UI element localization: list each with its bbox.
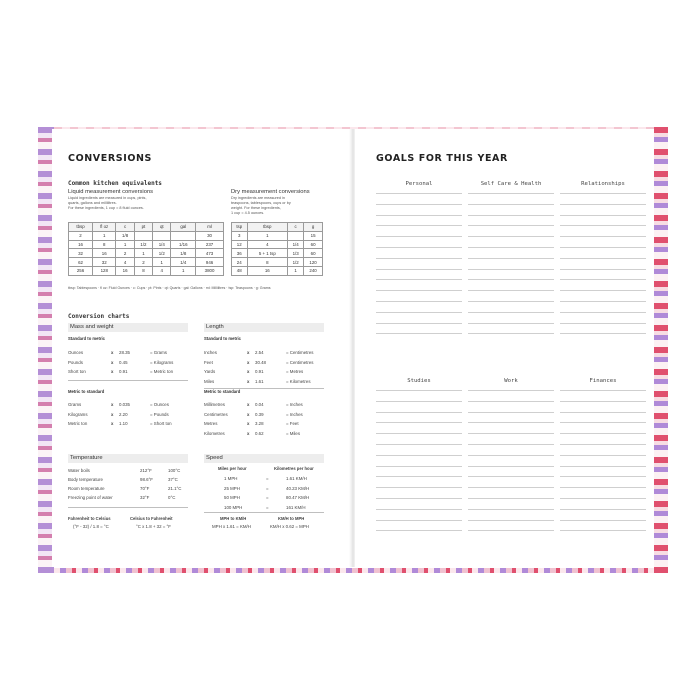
writing-line [468, 323, 554, 324]
writing-line [376, 290, 462, 291]
writing-line [468, 444, 554, 445]
abbreviation-legend: tbsp: Tablespoons · fl oz: Fluid Ounces · c: Cups · pt: Pints · qt: Quarts · gal: Gallons · ml: Millilitres · tsp: Teaspoons · g: Grams [68, 286, 271, 290]
table-cell: 1/4 [171, 258, 196, 267]
table-cell: 8 [247, 258, 288, 267]
table-cell: 237 [196, 240, 224, 249]
writing-line [376, 269, 462, 270]
writing-line [468, 530, 554, 531]
writing-line [468, 455, 554, 456]
table-cell: 8 [134, 266, 152, 275]
writing-line [468, 279, 554, 280]
dry-conversion-table [231, 222, 323, 276]
table-cell: 36 [232, 249, 248, 258]
writing-line [468, 269, 554, 270]
writing-line [468, 390, 554, 391]
speed-col-kmh: Kilometres per hour [274, 466, 314, 471]
length-panel-title: Length [204, 323, 324, 332]
writing-line [468, 487, 554, 488]
liquid-title: Liquid measurement conversions [68, 189, 154, 195]
speed-panel-title: Speed [204, 454, 324, 463]
writing-line [560, 466, 646, 467]
writing-line [560, 312, 646, 313]
writing-line [560, 236, 646, 237]
writing-line [376, 215, 462, 216]
writing-line [376, 279, 462, 280]
table-row [69, 240, 224, 249]
table-cell: 32 [69, 249, 93, 258]
writing-line [376, 323, 462, 324]
writing-line [376, 498, 462, 499]
table-cell: 4 [116, 258, 134, 267]
writing-line [468, 333, 554, 334]
table-cell: g [304, 223, 323, 232]
table-row [232, 231, 323, 240]
length-to-metric-label: Standard to metric [204, 336, 241, 341]
table-row [232, 249, 323, 258]
table-cell: tbsp [69, 223, 93, 232]
writing-line [560, 247, 646, 248]
writing-line [376, 401, 462, 402]
table-cell: gal [171, 223, 196, 232]
table-cell: 1/2 [153, 249, 171, 258]
table-cell: 3800 [196, 266, 224, 275]
writing-line [560, 487, 646, 488]
table-cell: 32 [93, 258, 116, 267]
table-row [69, 249, 224, 258]
table-cell: 16 [69, 240, 93, 249]
table-cell: 473 [196, 249, 224, 258]
writing-line [560, 520, 646, 521]
mph-to-kmh-label: MPH to KM/H [220, 516, 247, 521]
table-cell: 1/3 [288, 249, 304, 258]
goal-column-heading: Finances [589, 378, 617, 384]
writing-line [468, 466, 554, 467]
table-cell: c [116, 223, 134, 232]
writing-line [560, 476, 646, 477]
writing-line [376, 422, 462, 423]
writing-line [376, 487, 462, 488]
goal-column-heading: Work [504, 378, 518, 384]
writing-line [468, 225, 554, 226]
writing-line [376, 312, 462, 313]
table-cell: 2 [116, 249, 134, 258]
table-cell: 240 [304, 266, 323, 275]
page-title: GOALS FOR THIS YEAR [376, 153, 508, 164]
table-cell: 5 + 1 tsp [247, 249, 288, 258]
writing-line [560, 401, 646, 402]
writing-line [468, 498, 554, 499]
writing-line [560, 422, 646, 423]
kmh-to-mph-formula: KM/H x 0.62 = MPH [270, 524, 309, 529]
table-cell: 120 [304, 258, 323, 267]
table-cell [288, 231, 304, 240]
writing-line [468, 193, 554, 194]
divider [68, 380, 188, 381]
table-row [69, 231, 224, 240]
table-cell [134, 231, 152, 240]
writing-line [468, 258, 554, 259]
writing-line [468, 215, 554, 216]
writing-line [560, 444, 646, 445]
dry-description: Dry ingredients are measured in teaspoons, tablespoons, cups or by weight. For these ingredients, 1 cup = 4.5 ounces. [231, 196, 291, 215]
writing-line [468, 509, 554, 510]
table-cell: 4 [153, 266, 171, 275]
writing-line [468, 412, 554, 413]
writing-line [376, 193, 462, 194]
table-cell: 1/8 [171, 249, 196, 258]
length-to-standard-label: Metric to standard [204, 389, 241, 394]
writing-line [376, 333, 462, 334]
mass-panel-title: Mass and weight [68, 323, 188, 332]
writing-line [468, 204, 554, 205]
writing-line [560, 412, 646, 413]
table-cell: 1/4 [288, 240, 304, 249]
f-to-c-formula: (°F - 32) / 1.8 = °C [73, 524, 109, 529]
writing-line [468, 433, 554, 434]
writing-line [560, 204, 646, 205]
decorative-border-bottom [38, 568, 668, 573]
writing-line [376, 530, 462, 531]
table-cell: 16 [116, 266, 134, 275]
table-cell: tbsp [247, 223, 288, 232]
table-row [232, 266, 323, 275]
writing-line [376, 301, 462, 302]
writing-line [468, 247, 554, 248]
table-cell: 2 [69, 231, 93, 240]
writing-line [560, 530, 646, 531]
goal-column-heading: Studies [407, 378, 431, 384]
writing-line [560, 258, 646, 259]
table-cell [153, 231, 171, 240]
table-cell: 1 [288, 266, 304, 275]
table-cell: qt [153, 223, 171, 232]
writing-line [560, 215, 646, 216]
writing-line [376, 520, 462, 521]
table-cell: ml [196, 223, 224, 232]
temperature-panel-title: Temperature [68, 454, 188, 463]
writing-line [560, 301, 646, 302]
table-cell: pt [134, 223, 152, 232]
writing-line [376, 444, 462, 445]
table-cell: 946 [196, 258, 224, 267]
divider [68, 507, 188, 508]
table-row [232, 240, 323, 249]
writing-line [560, 193, 646, 194]
mass-to-standard-label: Metric to standard [68, 389, 105, 394]
table-cell: 1/4 [153, 240, 171, 249]
writing-line [468, 401, 554, 402]
writing-line [560, 333, 646, 334]
goal-column-heading: Relationships [581, 181, 625, 187]
writing-line [376, 412, 462, 413]
writing-line [560, 225, 646, 226]
writing-line [468, 422, 554, 423]
conversion-charts-title: Conversion charts [68, 313, 130, 320]
writing-line [376, 455, 462, 456]
writing-line [468, 520, 554, 521]
writing-line [468, 476, 554, 477]
table-cell: 1 [153, 258, 171, 267]
table-cell: 1 [93, 231, 116, 240]
writing-line [560, 279, 646, 280]
writing-line [376, 509, 462, 510]
table-cell: 4 [247, 240, 288, 249]
writing-line [468, 312, 554, 313]
planner-spread [38, 127, 668, 573]
table-cell: 1/16 [171, 240, 196, 249]
conversions-page: CONVERSIONS Common kitchen equivalents Liquid measurement conversions Liquid ingredients are measured in cups, pints, quarts, gallons and millilitres. For these ingredients, 1 cup = 8 fluid ounces. tbsp fl oz c pt qt gal ml 2 1 1/8 30 16 8 1 1/2 1/4 1/16 237 32 16 2 1 1/2 1/8 473 62 32 4 2 1 1/4 946 256 128 16 8 4 1 3800 Dry measurement conversions Dry ingredients are measured in teaspoons, tablespoons, cups or by weight. For these ingredients, 1 cup = 4.5 ounces. tsp tbsp c g 3 1 15 12 4 1/4 60 36 5 + 1 tsp 1/3 60 24 8 1/2 120 48 16 1 240 tbsp: Tablespoons · fl oz: Fluid Ounces · c: Cups · pt: Pints · qt: Quarts · gal: Gallons · ml: Millilitres · tsp: Teaspoons · g: Grams Conversion charts Mass and weight Standard to metric Ounces x 28.35 = Grams Pounds x 0.45 = Kilograms Short ton x 0.91 = Metric ton Metric to standard Grams x 0.035 = Ounces Kilograms x 2.20 = Pounds Metric ton x 1.10 = Short ton Length Standard to metric Inches x 2.54 = Centimetres Feet x 30.48 = Centimetres Yards x 0.91 = Metres Miles x 1.61 = Kilometres Metric to standard Millimetres x 0.04 = Inches Centimetres x 0.39 = Inches Metres x 3.28 = Feet Kilometres x 0.62 = Miles Temperature Water boils 212°F 100°C Body temperature 98.6°F 37°C Room temperature 70°F 21.1°C Freezing point of water 32°F 0°C Fahrenheit to Celsius (°F - 32) / 1.8 = °C Celsius to Fahrenheit °C x 1.8 + 32 = °F Speed Miles per hour Kilometres per hour 1 MPH = 1.61 KM/H 25 MPH = 40.23 KM/H 50 MPH = 80.47 KM/H 100 MPH = 161 KM/H MPH to KM/H MPH x 1.61 = KM/H KM/H to MPH KM/H x 0.62 = MPH [52, 129, 351, 567]
table-cell: 1 [247, 231, 288, 240]
writing-line [376, 258, 462, 259]
writing-line [468, 301, 554, 302]
table-cell: c [288, 223, 304, 232]
table-cell [171, 231, 196, 240]
liquid-description: Liquid ingredients are measured in cups, pints, quarts, gallons and millilitres. For these ingredients, 1 cup = 8 fluid ounces. [68, 196, 147, 210]
table-cell: 12 [232, 240, 248, 249]
c-to-f-formula: °C x 1.8 + 32 = °F [136, 524, 171, 529]
writing-line [376, 204, 462, 205]
writing-line [468, 236, 554, 237]
goal-column-heading: Personal [405, 181, 433, 187]
divider [204, 512, 324, 513]
table-cell: 60 [304, 249, 323, 258]
table-cell: fl oz [93, 223, 116, 232]
table-cell: 3 [232, 231, 248, 240]
table-header-row [69, 223, 224, 232]
table-cell: 24 [232, 258, 248, 267]
table-cell: 16 [247, 266, 288, 275]
writing-line [560, 498, 646, 499]
table-cell: 128 [93, 266, 116, 275]
table-cell: 8 [93, 240, 116, 249]
writing-line [376, 236, 462, 237]
table-cell: 48 [232, 266, 248, 275]
writing-line [560, 455, 646, 456]
writing-line [560, 433, 646, 434]
writing-line [560, 390, 646, 391]
writing-line [376, 466, 462, 467]
speed-col-mph: Miles per hour [218, 466, 247, 471]
table-cell: 62 [69, 258, 93, 267]
decorative-border-right [654, 127, 668, 573]
table-cell: 16 [93, 249, 116, 258]
table-row [232, 258, 323, 267]
table-cell: 1 [134, 249, 152, 258]
table-cell: 256 [69, 266, 93, 275]
table-cell: 30 [196, 231, 224, 240]
goals-page [355, 129, 654, 567]
writing-line [376, 433, 462, 434]
writing-line [376, 476, 462, 477]
writing-line [376, 225, 462, 226]
dry-title: Dry measurement conversions [231, 189, 310, 195]
writing-line [376, 390, 462, 391]
goal-column-heading: Self Care & Health [480, 181, 542, 187]
table-cell: 1/2 [288, 258, 304, 267]
table-cell: 1/8 [116, 231, 134, 240]
liquid-conversion-table [68, 222, 224, 276]
writing-line [560, 290, 646, 291]
table-cell: 60 [304, 240, 323, 249]
table-header-row [232, 223, 323, 232]
f-to-c-label: Fahrenheit to Celsius [68, 516, 111, 521]
table-cell: 1 [116, 240, 134, 249]
writing-line [560, 509, 646, 510]
writing-line [560, 269, 646, 270]
kitchen-equivalents-title: Common kitchen equivalents [68, 180, 162, 187]
mass-to-metric-label: Standard to metric [68, 336, 105, 341]
table-row [69, 266, 224, 275]
table-cell: tsp [232, 223, 248, 232]
kmh-to-mph-label: KM/H to MPH [278, 516, 305, 521]
writing-line [468, 290, 554, 291]
page-title: CONVERSIONS [68, 153, 153, 164]
table-cell: 15 [304, 231, 323, 240]
table-cell: 1/2 [134, 240, 152, 249]
table-cell: 2 [134, 258, 152, 267]
table-cell: 1 [171, 266, 196, 275]
table-row [69, 258, 224, 267]
writing-line [560, 323, 646, 324]
c-to-f-label: Celsius to Fahrenheit [130, 516, 173, 521]
mph-to-kmh-formula: MPH x 1.61 = KM/H [212, 524, 251, 529]
writing-line [376, 247, 462, 248]
